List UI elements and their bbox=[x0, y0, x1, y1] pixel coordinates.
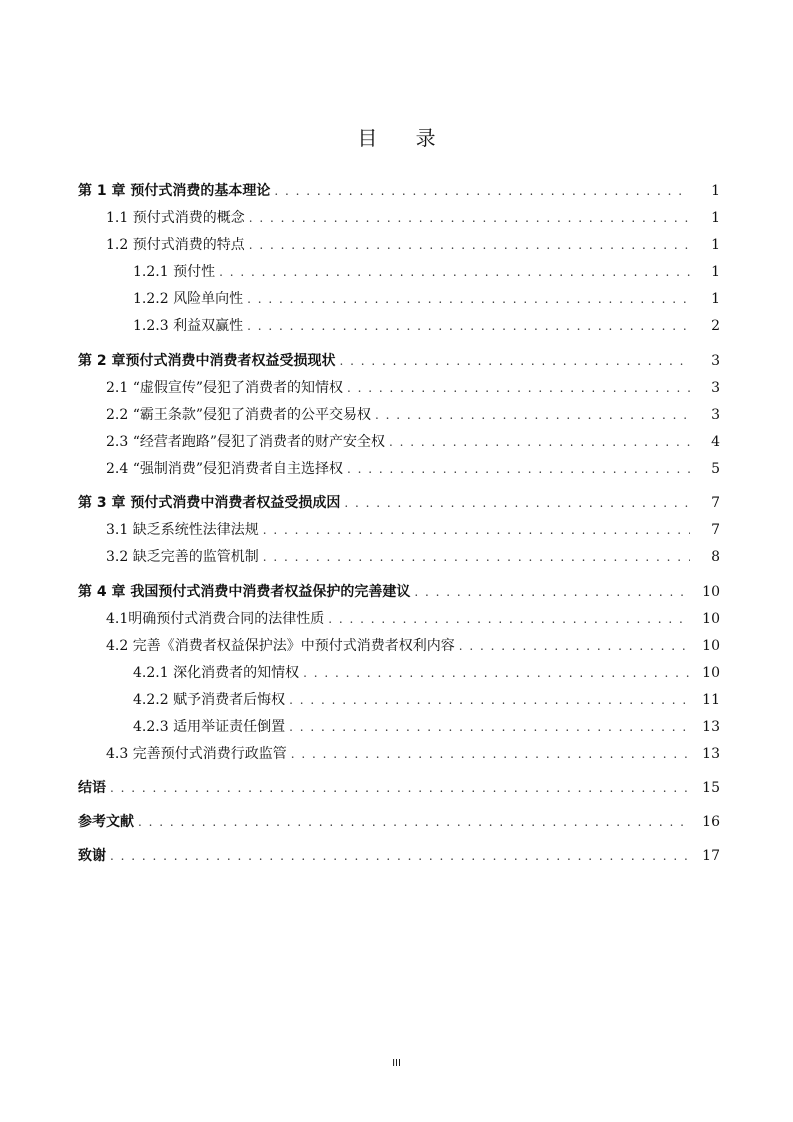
toc-entry-label: 2.3 “经营者跑路”侵犯了消费者的财产安全权 bbox=[106, 434, 386, 450]
dot-leader bbox=[289, 691, 690, 709]
toc-entry-page: 7 bbox=[711, 495, 720, 511]
toc-entry-page: 10 bbox=[702, 584, 720, 600]
toc-entry-label: 4.2 完善《消费者权益保护法》中预付式消费者权利内容 bbox=[106, 638, 455, 654]
toc-entry[interactable] bbox=[78, 286, 720, 308]
dot-leader bbox=[263, 548, 690, 566]
toc-entry-label: 2.2 “霸王条款”侵犯了消费者的公平交易权 bbox=[106, 407, 372, 423]
page-number: III bbox=[392, 1058, 401, 1069]
toc-entry-page: 11 bbox=[702, 692, 720, 708]
toc-entry-label: 4.2.1 深化消费者的知情权 bbox=[133, 665, 300, 681]
dot-leader bbox=[291, 745, 690, 763]
toc-entry-page: 3 bbox=[711, 407, 720, 423]
toc-entry[interactable] bbox=[78, 375, 720, 397]
toc-entry-label: 1.1 预付式消费的概念 bbox=[106, 210, 245, 226]
toc-entry-page: 10 bbox=[702, 638, 720, 654]
toc-entry-page: 16 bbox=[702, 814, 720, 830]
dot-leader bbox=[249, 209, 690, 227]
toc-entry-page: 13 bbox=[702, 746, 720, 762]
toc-entry-page: 8 bbox=[711, 549, 720, 565]
toc-entry-label: 1.2.2 风险单向性 bbox=[133, 291, 244, 307]
toc-entry-page: 3 bbox=[711, 380, 720, 396]
toc-entry-page: 1 bbox=[711, 291, 720, 307]
toc-entry[interactable] bbox=[78, 843, 720, 865]
toc-entry[interactable] bbox=[78, 517, 720, 539]
dot-leader bbox=[328, 610, 690, 628]
toc-entry-label: 参考文献 bbox=[78, 814, 134, 830]
toc-entry[interactable] bbox=[78, 633, 720, 655]
toc-entry-label: 第 1 章 预付式消费的基本理论 bbox=[78, 183, 271, 199]
toc-entry-label: 1.2 预付式消费的特点 bbox=[106, 237, 245, 253]
toc-entry-label: 1.2.1 预付性 bbox=[133, 264, 216, 280]
toc-entry[interactable] bbox=[78, 687, 720, 709]
dot-leader bbox=[389, 433, 690, 451]
toc-entry[interactable] bbox=[78, 456, 720, 478]
dot-leader bbox=[303, 664, 690, 682]
toc-entry[interactable] bbox=[78, 178, 720, 200]
dot-leader bbox=[247, 290, 690, 308]
toc-entry-page: 1 bbox=[711, 183, 720, 199]
toc-entry-page: 1 bbox=[711, 264, 720, 280]
toc-entry-page: 1 bbox=[711, 237, 720, 253]
toc-entry-page: 3 bbox=[711, 353, 720, 369]
toc-entry[interactable] bbox=[78, 313, 720, 335]
dot-leader bbox=[347, 460, 690, 478]
toc-entry-label: 2.4 “强制消费”侵犯消费者自主选择权 bbox=[106, 461, 344, 477]
toc-entry-page: 5 bbox=[711, 461, 720, 477]
dot-leader bbox=[219, 263, 690, 281]
toc-entry[interactable] bbox=[78, 348, 720, 370]
toc-entry[interactable] bbox=[78, 402, 720, 424]
toc-entry-label: 第 2 章预付式消费中消费者权益受损现状 bbox=[78, 353, 336, 369]
toc-entry-page: 10 bbox=[702, 611, 720, 627]
toc-entry-label: 3.2 缺乏完善的监管机制 bbox=[106, 549, 259, 565]
toc-entry[interactable] bbox=[78, 606, 720, 628]
dot-leader bbox=[138, 813, 690, 831]
dot-leader bbox=[289, 718, 690, 736]
toc-entry[interactable] bbox=[78, 259, 720, 281]
toc-entry-label: 4.2.3 适用举证责任倒置 bbox=[133, 719, 286, 735]
toc-entry[interactable] bbox=[78, 579, 720, 601]
toc-entry-page: 2 bbox=[711, 318, 720, 334]
dot-leader bbox=[249, 236, 690, 254]
toc-entry-label: 第 4 章 我国预付式消费中消费者权益保护的完善建议 bbox=[78, 584, 411, 600]
toc-entry[interactable] bbox=[78, 741, 720, 763]
page-title: 目 录 bbox=[357, 126, 452, 150]
dot-leader bbox=[375, 406, 690, 424]
toc-entry-page: 4 bbox=[711, 434, 720, 450]
dot-leader bbox=[459, 637, 690, 655]
dot-leader bbox=[347, 379, 690, 397]
toc-entry[interactable] bbox=[78, 714, 720, 736]
toc-entry-label: 1.2.3 利益双赢性 bbox=[133, 318, 244, 334]
dot-leader bbox=[414, 583, 690, 601]
toc-entry[interactable] bbox=[78, 544, 720, 566]
dot-leader bbox=[110, 847, 690, 865]
toc-entry[interactable] bbox=[78, 490, 720, 512]
dot-leader bbox=[247, 317, 690, 335]
dot-leader bbox=[274, 182, 690, 200]
toc-entry[interactable] bbox=[78, 775, 720, 797]
toc-entry-label: 第 3 章 预付式消费中消费者权益受损成因 bbox=[78, 495, 341, 511]
toc-entry-page: 10 bbox=[702, 665, 720, 681]
toc-entry-label: 4.1明确预付式消费合同的法律性质 bbox=[106, 611, 325, 627]
toc-entry-label: 2.1 “虚假宣传”侵犯了消费者的知情权 bbox=[106, 380, 344, 396]
toc-entry[interactable] bbox=[78, 429, 720, 451]
toc-entry-page: 1 bbox=[711, 210, 720, 226]
toc-entry-label: 4.3 完善预付式消费行政监管 bbox=[106, 746, 287, 762]
toc-entry[interactable] bbox=[78, 232, 720, 254]
dot-leader bbox=[340, 352, 691, 370]
dot-leader bbox=[263, 521, 690, 539]
dot-leader bbox=[110, 779, 690, 797]
toc-entry-label: 结语 bbox=[78, 780, 106, 796]
toc-entry-label: 4.2.2 赋予消费者后悔权 bbox=[133, 692, 286, 708]
toc-entry-page: 15 bbox=[702, 780, 720, 796]
toc-entry[interactable] bbox=[78, 809, 720, 831]
toc-entry-page: 7 bbox=[711, 522, 720, 538]
dot-leader bbox=[344, 494, 690, 512]
toc-entry[interactable] bbox=[78, 660, 720, 682]
toc-entry-label: 3.1 缺乏系统性法律法规 bbox=[106, 522, 259, 538]
toc-entry-page: 17 bbox=[702, 848, 720, 864]
toc-entry-page: 13 bbox=[702, 719, 720, 735]
toc-entry[interactable] bbox=[78, 205, 720, 227]
toc-entry-label: 致谢 bbox=[78, 848, 106, 864]
